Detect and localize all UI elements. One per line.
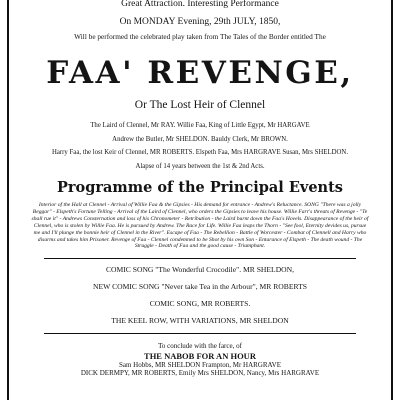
song-line: THE KEEL ROW, WITH VARIATIONS, MR SHELDON — [111, 316, 289, 326]
section-divider — [44, 333, 356, 334]
play-subtitle: Or The Lost Heir of Clennel — [134, 99, 266, 111]
right-border-rule — [391, 0, 393, 400]
playbill-content — [14, 0, 386, 377]
time-lapse-note: Alapse of 14 years between the 1st & 2nd Acts. — [135, 162, 265, 170]
cast-line: Andrew the Butler, Mr SHELDON. Bauldy Clerk, Mr BROWN. — [112, 135, 288, 143]
song-line: COMIC SONG, MR ROBERTS. — [149, 299, 251, 309]
play-title: FAA' REVENGE, — [46, 55, 354, 91]
header-date: On MONDAY Evening, 29th JULY, 1850, — [119, 17, 281, 27]
section-divider — [44, 258, 356, 259]
events-synopsis: Interior of the Hall at Clennel - Arrival of Willie Faa & the Gipsies - His demand for entrance - Andrew's Reluctance. SONG "There was a jolly Beggar" - Elspeth's Fortune Telling - Arrival of the Laird of Clennel, who orders the Gipsies to leave his house. Willie Farr's threats of Revenge - "Te shall rue it" - Andrews Consternation and loss of his Chronometer - Retribution - the Laird burnt down the Faa's Hovels. Disappearance of the heir of Clennel, who is stolen by Willie Faa. He is pursued by Andrew. The Race for Life. Willie Faa leaps the Thorn - "See fool, Eternity devides us, pursue me and I'll plunge the bonnie heir of Clennel in the River". Escape of Faa - The Rebellion - Battle of Worcester - Combat of Clennell and Harry who disarms and takes him Prisoner. Revenge of Faa - Clennel condemned to be Shot by his own Son - Entarance of Elspeth - The death wound - The Struggle - Death of Faa and the good cause - Triumphant. — [31, 202, 369, 250]
left-border-rule — [7, 0, 9, 400]
farce-title: THE NABOB FOR AN HOUR — [144, 350, 256, 361]
header-attraction: Great Attraction. Interesting Performance — [121, 0, 279, 9]
song-line: NEW COMIC SONG "Never take Tea in the Arbour", MR ROBERTS — [93, 282, 307, 292]
cast-line: Harry Faa, the lost Keir of Clennel, MR ROBERTS. Elspeth Faa, Mrs HARGRAVE Susan, Mrs SHELDON. — [51, 149, 349, 156]
farce-cast-line: DICK DERMPY, MR ROBERTS, Emily Mrs SHELDON, Nancy, Mrs HARGRAVE — [80, 368, 320, 377]
farce-intro: To conclude with the farce, of — [158, 342, 242, 351]
programme-heading: Programme of the Principal Events — [57, 179, 343, 196]
cast-line: The Laird of Clennel, Mr RAY. Willie Faa, King of Little Egypt, Mr HARGAVE — [90, 122, 310, 129]
farce-cast-line: Sam Hobbs, MR SHELDON Frampton, Mr HARGRAVE — [118, 360, 282, 369]
header-intro: Will be performed the celebrated play taken from The Tales of the Border entitled The — [74, 32, 326, 41]
song-line: COMIC SONG "The Wonderful Crocodile". MR SHELDON, — [105, 265, 295, 275]
